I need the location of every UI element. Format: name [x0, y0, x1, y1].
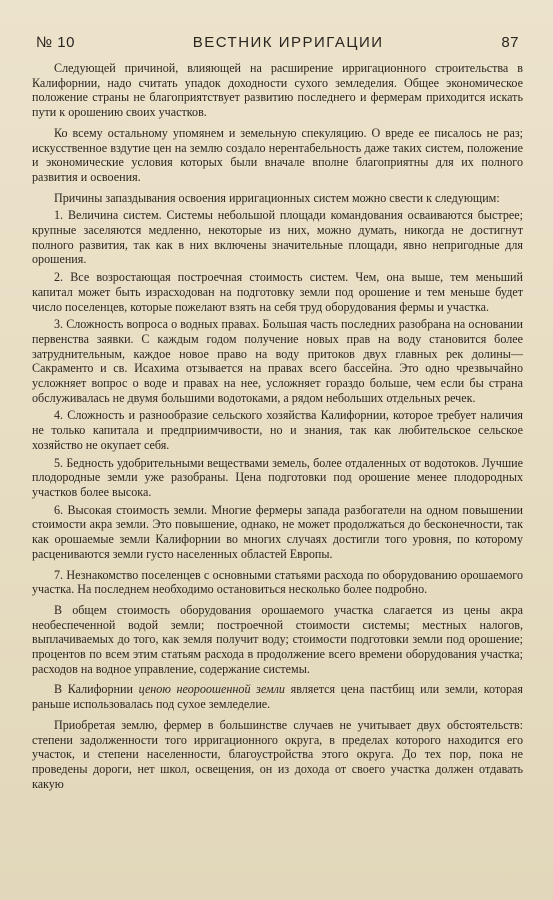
list-item: 3. Сложность вопроса о водных правах. Большая часть последних разобрана на основании первенства заявки. С каждым годом получение новых прав на воду становится более затруднительным, каждое новое право на воду притоков двух главных рек долины—Сакраменто и св. Исахима отзывается на правах всего бассейна. Это одно чрезвычайно усложняет вопрос о воде и правах на нее, усложняет гораздо больше, чем если бы страна обслуживалась не двумя большими водотоками, а рядом небольших отдельных речек. [32, 317, 523, 405]
paragraph: Приобретая землю, фермер в большинстве случаев не учитывает двух обстоятельств: степени задолженности того ирригационного округа, в пределах которого находится его участок, и степени населенности, благоустройства этого округа. До тех пор, пока не проведены дороги, нет школ, освещения, он из дохода от своего участка должен отдавать какую [32, 717, 523, 791]
list-item: 6. Высокая стоимость земли. Многие фермеры запада разбогатели на одном повышении стоимости акра земли. Это повышение, однако, не может продолжаться до бесконечности, так как орошаемые земли Калифорнии во многих случаях достигли того уровня, по которому расцениваются земли густо населенных областей Европы. [32, 502, 523, 561]
paragraph: Следующей причиной, влияющей на расширение ирригационного строительства в Калифорнии, надо считать упадок доходности сухого земледелия. Общее экономическое положение страны не благоприятствует развитию последнего и фермерам приходится искать пути к орошению своих участков. [32, 61, 523, 120]
paragraph: В общем стоимость оборудования орошаемого участка слагается из цены акра необеспеченной водой земли; построечной стоимости системы; местных налогов, выплачиваемых до того, как земля получит воду; стоимости подготовки земли под орошение; процентов по всем этим статьям расхода в продолжение всего времени оборудования участка; расходов на водное управление, содержание системы. [32, 602, 523, 676]
running-header [32, 30, 523, 61]
journal-title: ВЕСТНИК ИРРИГАЦИИ [192, 34, 384, 51]
list-item: 4. Сложность и разнообразие сельского хозяйства Калифорнии, которое требует наличия не только капитала и предприимчивости, но и знания, так как любительское сельское хозяйство не окупает себя. [32, 408, 523, 452]
paragraph: Ко всему остальному упомянем и земельную спекуляцию. О вреде ее писалось не раз; искусственное вздутие цен на землю создало нерентабельность даже таких систем, положение и экономические условия которых были вначале вполне благоприятны для их полного развития и освоения. [32, 125, 523, 184]
page-number: 87 [501, 34, 519, 51]
paragraph-text: является цена пастбищ или земли, которая раньше использовалась под сухое земледелие. [32, 682, 523, 712]
paragraph-text: В Калифорнии [54, 682, 139, 697]
list-item: 7. Незнакомство поселенцев с основными статьями расхода по оборудованию орошаемого участка. На последнем необходимо остановиться несколько более подробно. [32, 567, 523, 597]
paragraph [32, 682, 523, 711]
list-item: 1. Величина систем. Системы небольшой площади командования осваиваются быстрее; крупные заселяются медленно, некоторые из них, можно думать, никогда не достигнут полного развития, так как в них включены значительные площади, явно непригодные для орошения. [32, 208, 523, 267]
issue-number: № 10 [36, 34, 75, 51]
paragraph: Причины запаздывания освоения ирригационных систем можно свести к следующим: [54, 190, 500, 205]
list-item: 2. Все возростающая построечная стоимость систем. Чем, она выше, тем меньший капитал может быть израсходован на подготовку земли под орошение и тем меньше будет число поселенцев, которые пожелают взять на себя труд оборудования фермы и участка. [32, 270, 523, 314]
article-body [32, 61, 523, 791]
italic-phrase: ценою неороошенной земли [138, 682, 285, 697]
list-item: 5. Бедность удобрительными веществами земель, более отдаленных от водотоков. Лучшие плодородные земли уже разобраны. Цена подготовки под орошение менее плодородных участков более высока. [32, 455, 523, 499]
